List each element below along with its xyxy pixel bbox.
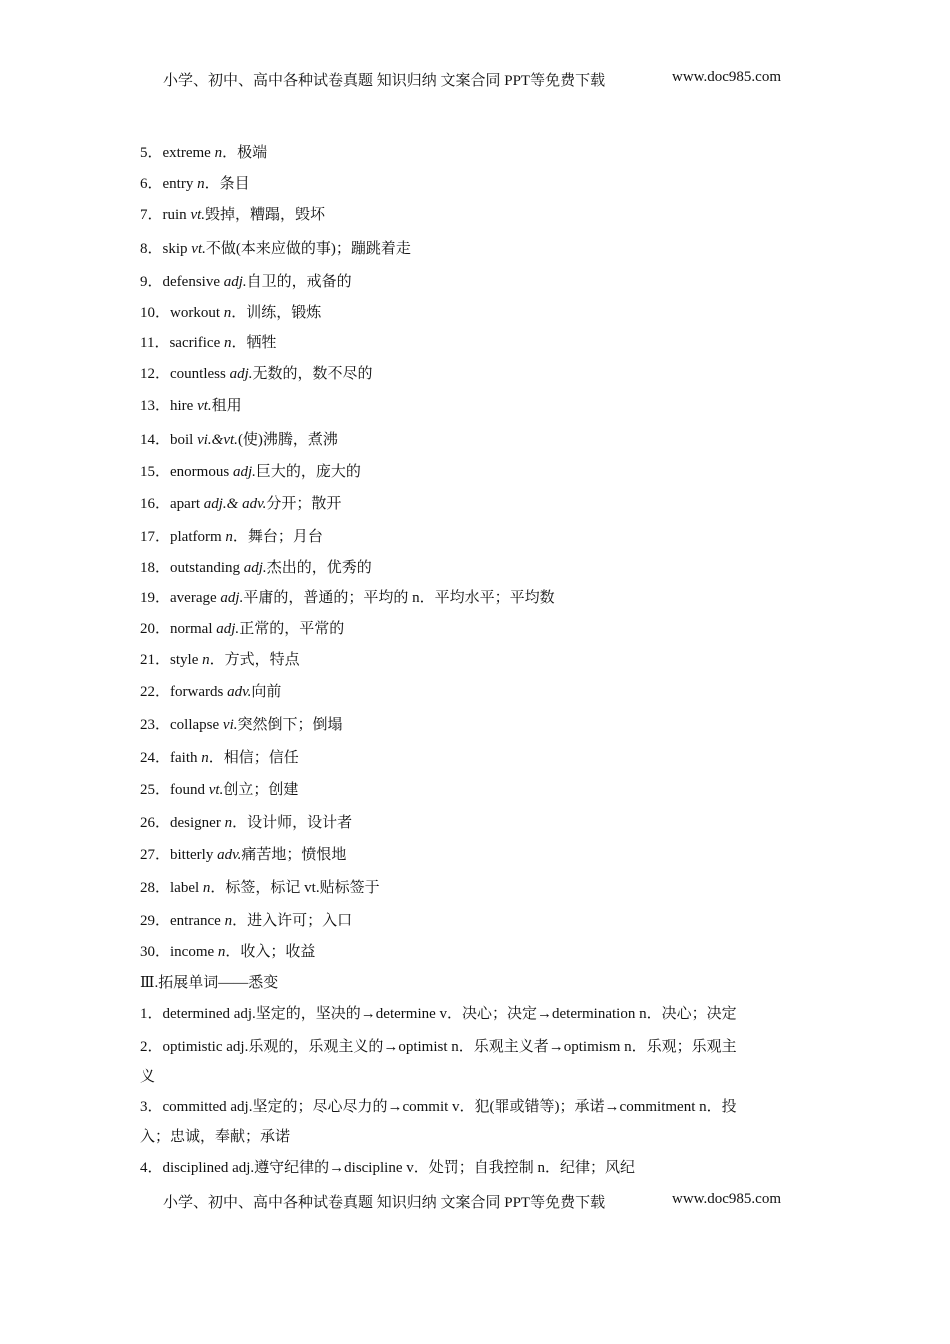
vocab-entry [140,941,820,963]
vocab-entry [140,271,820,293]
entry-word: style [170,652,203,668]
entry-word: defensive [162,274,224,290]
entry-number: 27． [140,847,171,863]
entry-part-of-speech: vt. [197,398,212,414]
entry-definition: 痛苦地；愤恨地 [241,847,347,863]
footer-text: 小学、初中、高中各种试卷真题 知识归纳 文案合同 PPT等免费下载 [163,1195,606,1211]
entry-part-of-speech: vt. [190,207,206,223]
entry-word: sacrifice [169,335,224,351]
entry-number: 8． [140,241,163,257]
vocab-entry [140,910,820,932]
entry-word: entrance [170,913,225,929]
entry-word: workout [170,305,224,321]
vocab-entry [140,142,820,164]
entry-part-of-speech: vt. [191,241,206,257]
entry-number: 9． [140,274,163,290]
entry-number: 17． [140,529,171,545]
entry-number: 16． [140,496,171,512]
entry-part-of-speech: n [224,335,232,351]
entry-number: 28． [140,880,171,896]
entry-number: 10． [140,305,171,321]
entry-number: 13． [140,398,171,414]
vocab-entry [140,877,820,899]
vocab-entry [140,395,820,417]
entry-word: apart [170,496,204,512]
vocab-entry [140,747,820,769]
entry-part-of-speech: n [225,529,233,545]
vocab-entry [140,238,820,260]
entry-number: 24． [140,750,171,766]
vocab-entry [140,812,820,834]
entry-part-of-speech: vi.&vt. [197,432,238,448]
entry-definition: 毁掉，糟蹋，毁坏 [205,207,326,223]
entry-part-of-speech: adj. [223,274,247,290]
entry-part-of-speech: adj. [232,464,256,480]
entry-part-of-speech: adv. [227,684,252,700]
entry-definition: ．方式，特点 [209,652,300,668]
entry-number: 12． [140,366,171,382]
vocab-entry [140,493,820,515]
entry-part-of-speech: n [224,913,233,929]
entry-definition: 杰出的，优秀的 [266,560,372,576]
entry-definition: 自卫的，戒备的 [246,274,352,290]
entry-part-of-speech: n [223,305,232,321]
entry-part-of-speech: adj. [243,560,267,576]
vocab-entry [140,363,820,385]
entry-number: 30． [140,944,171,960]
vocab-entry [140,557,820,579]
entry-word: ruin [162,207,191,223]
vocab-entry [140,332,820,354]
entry-definition: 正常的，平常的 [239,621,345,637]
entry-part-of-speech: adj. [216,621,240,637]
entry-number: 5． [140,145,163,161]
vocab-entry [140,429,820,451]
vocab-entry [140,204,820,226]
extended-entry: 4．disciplined adj.遵守纪律的→discipline v．处罚；自我控制 n．纪律；风纪 [140,1160,635,1176]
entry-number: 20． [140,621,171,637]
entry-definition: ．设计师，设计者 [232,815,353,831]
entry-definition: 创立；创建 [223,782,299,798]
vocab-entry [140,714,820,736]
entry-part-of-speech: n [202,652,210,668]
entry-definition: 无数的，数不尽的 [252,366,373,382]
extended-entry: 1．determined adj.坚定的，坚决的→determine v．决心；决定→determination n．决心；决定 [140,1006,737,1022]
entry-number: 15． [140,464,171,480]
entry-definition: 平庸的，普通的；平均的 n．平均水平；平均数 [243,590,555,606]
entry-definition: (使)沸腾，煮沸 [237,432,338,448]
entry-part-of-speech: vt. [208,782,224,798]
entry-number: 29． [140,913,171,929]
entry-number: 7． [140,207,163,223]
entry-number: 23． [140,717,171,733]
entry-word: bitterly [170,847,218,863]
vocab-entry [140,618,820,640]
entry-definition: ．训练，锻炼 [231,305,322,321]
entry-definition: 向前 [251,684,282,700]
entry-word: normal [170,621,217,637]
entry-word: platform [170,529,226,545]
section-title: Ⅲ.拓展单词——悉变 [140,975,279,991]
vocab-entry [140,779,820,801]
entry-part-of-speech: adv. [217,847,242,863]
entry-definition: ．舞台；月台 [232,529,323,545]
footer-site: www.doc985.com [672,1191,782,1207]
entry-definition: ．极端 [222,145,268,161]
entry-part-of-speech: adj. [220,590,244,606]
header-text: 小学、初中、高中各种试卷真题 知识归纳 文案合同 PPT等免费下载 [163,73,606,89]
vocab-entry [140,526,820,548]
entry-word: collapse [170,717,223,733]
entry-part-of-speech: n [214,145,223,161]
entry-number: 22． [140,684,171,700]
entry-word: outstanding [170,560,244,576]
entry-number: 6． [140,176,163,192]
entry-word: boil [170,432,198,448]
entry-number: 11． [140,335,170,351]
entry-part-of-speech: n [197,176,205,192]
header-site: www.doc985.com [672,69,782,85]
extended-entry-continuation: 入；忠诚，奉献；承诺 [140,1129,291,1145]
entry-definition: 分开；散开 [266,496,342,512]
entry-word: forwards [170,684,228,700]
entry-word: hire [170,398,198,414]
entry-word: entry [162,176,198,192]
entry-definition: 不做(本来应做的事)；蹦跳着走 [205,241,411,257]
entry-definition: ．标签，标记 vt.贴标签于 [210,880,380,896]
entry-part-of-speech: n [202,880,211,896]
entry-part-of-speech: n [224,815,233,831]
entry-word: skip [162,241,192,257]
entry-definition: ．收入；收益 [225,944,316,960]
entry-definition: ．相信；信任 [208,750,299,766]
entry-number: 21． [140,652,171,668]
vocab-entry [140,461,820,483]
entry-definition: 租用 [211,398,242,414]
entry-part-of-speech: adj. [229,366,253,382]
entry-word: countless [170,366,230,382]
entry-part-of-speech: n [201,750,209,766]
entry-definition: ．进入许可；入口 [232,913,353,929]
vocab-entry [140,587,820,609]
entry-definition: ．牺牲 [231,335,277,351]
vocab-entry [140,302,820,324]
entry-part-of-speech: vi. [222,717,238,733]
vocab-entry [140,173,820,195]
entry-word: income [170,944,218,960]
vocab-entry [140,649,820,671]
extended-entry: 2．optimistic adj.乐观的，乐观主义的→optimist n．乐观主义者→optimism n．乐观；乐观主 [140,1039,737,1055]
vocab-entry [140,681,820,703]
entry-word: extreme [162,145,215,161]
extended-entry-continuation: 义 [140,1069,156,1085]
entry-number: 26． [140,815,171,831]
extended-entry: 3．committed adj.坚定的；尽心尽力的→commit v．犯(罪或错等)；承诺→commitment n．投 [140,1099,737,1115]
entry-number: 18． [140,560,171,576]
entry-number: 19． [140,590,171,606]
entry-word: enormous [170,464,233,480]
entry-word: designer [170,815,225,831]
entry-word: found [170,782,209,798]
entry-part-of-speech: adj.& adv. [203,496,267,512]
entry-word: faith [170,750,202,766]
entry-word: average [170,590,221,606]
entry-definition: ．条目 [204,176,250,192]
entry-number: 14． [140,432,171,448]
entry-definition: 突然倒下；倒塌 [237,717,343,733]
vocab-entry [140,844,820,866]
entry-definition: 巨大的，庞大的 [255,464,361,480]
entry-word: label [170,880,203,896]
entry-part-of-speech: n [217,944,226,960]
entry-number: 25． [140,782,171,798]
